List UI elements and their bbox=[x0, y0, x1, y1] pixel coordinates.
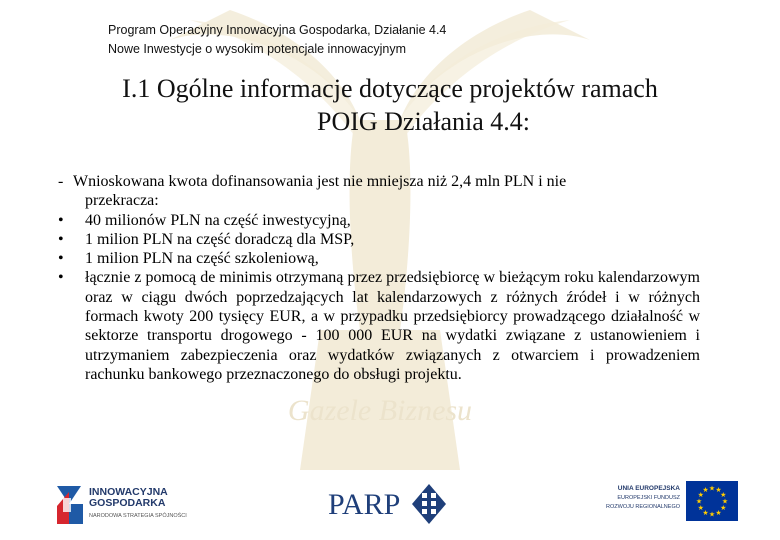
bullet-item bbox=[58, 249, 700, 268]
bullet-text: łącznie z pomocą de minimis otrzymaną przez przedsiębiorcę w bieżącym roku kalendarzowym oraz w ciągu dwóch poprzedzających lat kalendarzowych z różnych źródeł i w różnych formach kwoty 200 tysięcy EUR, a w przypadku przedsiębiorcy prowadzącego działalność w sektorze transportu drogowego - 100 000 EUR na wydatki związane z ustanowieniem i utrzymaniem zabezpieczenia oraz wydatków związanych z otwarciem i prowadzeniem rachunku bankowego przeznaczonego do obsługi projektu. bbox=[85, 269, 700, 383]
eu-star-icon: ★ bbox=[697, 491, 704, 499]
footer-logos bbox=[0, 470, 780, 540]
slide-title bbox=[0, 72, 780, 138]
bullet-item bbox=[58, 230, 700, 249]
ig-emblem-icon bbox=[55, 482, 85, 528]
eu-text bbox=[588, 484, 680, 512]
eu-text-line1: UNIA EUROPEJSKA bbox=[617, 485, 680, 492]
ig-name-line2: GOSPODARKA bbox=[89, 497, 166, 509]
eu-star-icon: ★ bbox=[721, 497, 729, 506]
bullet-text: 1 milion PLN na część szkoleniową, bbox=[85, 250, 319, 268]
eu-star-icon: ★ bbox=[720, 491, 727, 499]
bullet-item bbox=[58, 268, 700, 384]
ig-tagline: NARODOWA STRATEGIA SPÓJNOŚCI bbox=[89, 513, 187, 519]
intro-text-continued: przekracza: bbox=[85, 192, 159, 210]
bullet-text: 40 milionów PLN na część inwestycyjną, bbox=[85, 211, 351, 229]
slide-content bbox=[58, 172, 700, 384]
innowacyjna-gospodarka-logo bbox=[55, 481, 205, 529]
eu-text-line2: EUROPEJSKI FUNDUSZ bbox=[617, 495, 680, 501]
bullet-marker: • bbox=[58, 230, 64, 248]
intro-text: Wnioskowana kwota dofinansowania jest nie mniejsza niż 2,4 mln PLN i nie bbox=[73, 173, 567, 190]
bullet-marker: • bbox=[58, 269, 64, 287]
program-name: Program Operacyjny Innowacyjna Gospodarka, Działanie 4.4 bbox=[108, 23, 447, 37]
eu-star-icon: ★ bbox=[715, 508, 722, 517]
slide-title-line1: I.1 Ogólne informacje dotyczące projektów ramach bbox=[122, 74, 658, 103]
intro-item bbox=[58, 172, 700, 211]
ig-name-line1: INNOWACYJNA bbox=[89, 486, 168, 498]
eu-flag-icon bbox=[686, 481, 738, 521]
eu-star-icon: ★ bbox=[702, 486, 709, 495]
eu-star-icon: ★ bbox=[720, 504, 727, 512]
parp-logo bbox=[328, 480, 448, 530]
parp-emblem-icon bbox=[412, 484, 446, 524]
eu-logo bbox=[588, 478, 738, 530]
bullet-text: 1 milion PLN na część doradczą dla MSP, bbox=[85, 230, 355, 248]
program-header bbox=[108, 21, 446, 59]
bullet-marker: • bbox=[58, 250, 64, 268]
watermark-text: Gazele Biznesu bbox=[287, 394, 473, 427]
ig-name bbox=[89, 487, 168, 509]
eu-text-line3: ROZWOJU REGIONALNEGO bbox=[606, 504, 680, 510]
program-subtitle: Nowe Inwestycje o wysokim potencjale innowacyjnym bbox=[108, 42, 407, 56]
eu-star-icon: ★ bbox=[697, 504, 704, 512]
eu-star-icon: ★ bbox=[702, 508, 709, 517]
eu-star-icon: ★ bbox=[695, 497, 703, 506]
eu-star-icon: ★ bbox=[708, 484, 716, 493]
eu-star-icon: ★ bbox=[708, 510, 716, 519]
parp-wordmark: PARP bbox=[328, 488, 401, 521]
dash-marker: - bbox=[58, 173, 64, 190]
bullet-marker: • bbox=[58, 211, 64, 229]
bullet-item bbox=[58, 211, 700, 230]
eu-star-icon: ★ bbox=[715, 486, 722, 495]
slide-title-line2: POIG Działania 4.4: bbox=[316, 107, 530, 136]
